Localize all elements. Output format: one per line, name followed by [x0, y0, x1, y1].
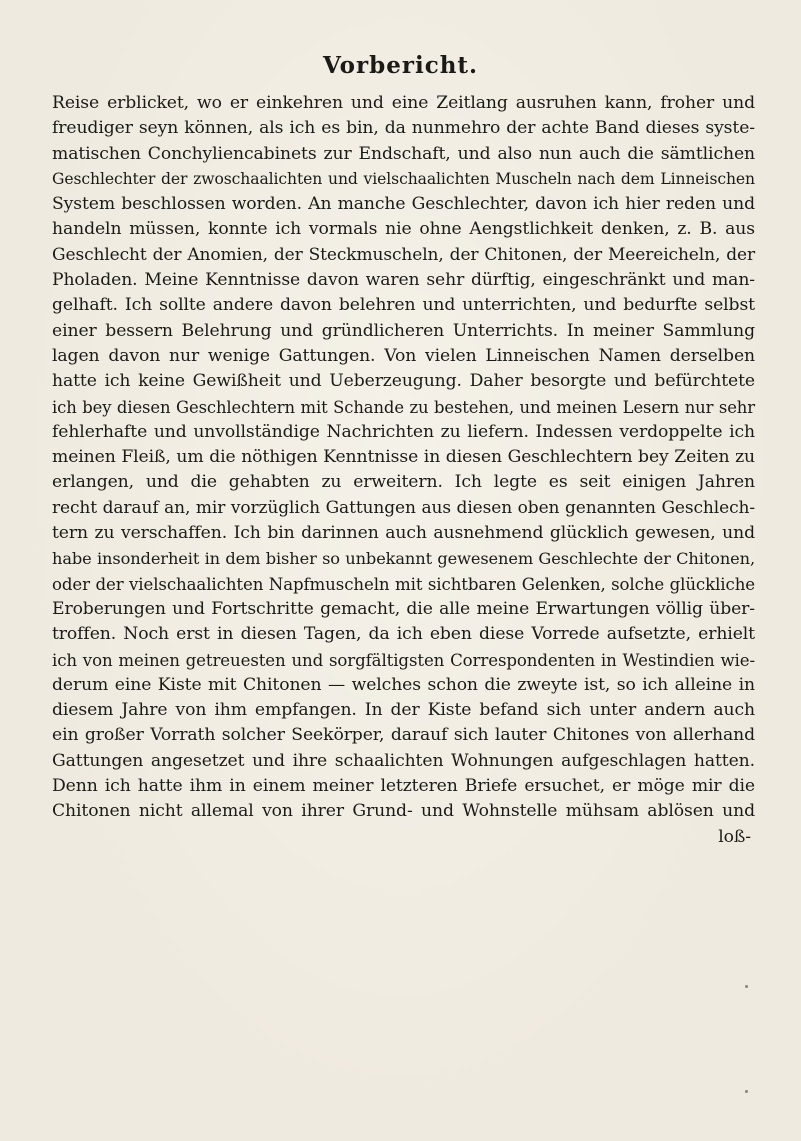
text-line: einer bessern Belehrung und gründlicheren Unterrichts. In meiner Sammlung [52, 320, 755, 341]
text-line: lagen davon nur wenige Gattungen. Von vielen Linneischen Namen derselben [52, 345, 755, 366]
text-line: troffen. Noch erst in diesen Tagen, da ich eben diese Vorrede aufsetzte, erhielt [52, 624, 755, 645]
text-line: loß- [718, 826, 751, 847]
text-line: fehlerhafte und unvollständige Nachrichten zu liefern. Indessen verdoppelte ich [52, 421, 755, 442]
text-line: ich von meinen getreuesten und sorgfältigsten Correspondenten in Westindien wie- [52, 650, 755, 670]
text-line: ein großer Vorrath solcher Seekörper, darauf sich lauter Chitones von allerhand [52, 725, 755, 746]
text-line: Pholaden. Meine Kenntnisse davon waren sehr dürftig, eingeschränkt und man- [52, 270, 755, 291]
text-line: Geschlecht der Anomien, der Steckmuscheln, der Chitonen, der Meereicheln, der [52, 244, 755, 265]
text-line: habe insonderheit in dem bisher so unbekannt gewesenem Geschlechte der Chitonen, [52, 549, 755, 569]
text-line: Eroberungen und Fortschritte gemacht, die alle meine Erwartungen völlig über- [52, 598, 755, 619]
text-line: gelhaft. Ich sollte andere davon belehren und unterrichten, und bedurfte selbst [52, 295, 755, 316]
text-line: handeln müssen, konnte ich vormals nie ohne Aengstlichkeit denken, z. B. aus [52, 219, 755, 240]
paper-speck [745, 1090, 748, 1093]
body-text [52, 91, 755, 850]
text-line: freudiger seyn können, als ich es bin, da nunmehro der achte Band dieses syste- [52, 118, 755, 139]
paper-speck [745, 985, 748, 988]
text-line: matischen Conchyliencabinets zur Endschaft, und also nun auch die sämtlichen [52, 143, 755, 164]
text-line: System beschlossen worden. An manche Geschlechter, davon ich hier reden und [52, 194, 755, 215]
text-line: Denn ich hatte ihm in einem meiner letzteren Briefe ersuchet, er möge mir die [52, 776, 755, 797]
text-line: ich bey diesen Geschlechtern mit Schande zu bestehen, und meinen Lesern nur sehr [52, 397, 755, 417]
text-line: tern zu verschaffen. Ich bin darinnen auch ausnehmend glücklich gewesen, und [52, 523, 755, 544]
text-line: Gattungen angesetzet und ihre schaalichten Wohnungen aufgeschlagen hatten. [52, 750, 755, 771]
text-line: Chitonen nicht allemal von ihrer Grund- und Wohnstelle mühsam ablösen und [52, 801, 755, 822]
text-line: oder der vielschaalichten Napfmuscheln mit sichtbaren Gelenken, solche glückliche [52, 574, 755, 594]
text-line: derum eine Kiste mit Chitonen — welches schon die zweyte ist, so ich alleine in [52, 674, 755, 695]
text-line: Geschlechter der zwoschaalichten und vielschaalichten Muscheln nach dem Linneischen [52, 169, 755, 188]
text-line: Reise erblicket, wo er einkehren und eine Zeitlang ausruhen kann, froher und [52, 93, 755, 113]
text-line: erlangen, und die gehabten zu erweitern. Ich legte es seit einigen Jahren [52, 472, 755, 493]
text-line: hatte ich keine Gewißheit und Ueberzeugung. Daher besorgte und befürchtete [52, 371, 755, 392]
text-line: diesem Jahre von ihm empfangen. In der Kiste befand sich unter andern auch [52, 700, 755, 721]
running-head: Vorbericht. [322, 52, 479, 79]
text-line: meinen Fleiß, um die nöthigen Kenntnisse in diesen Geschlechtern bey Zeiten zu [52, 447, 755, 468]
text-line: recht darauf an, mir vorzüglich Gattungen aus diesen oben genannten Geschlech- [52, 497, 755, 518]
